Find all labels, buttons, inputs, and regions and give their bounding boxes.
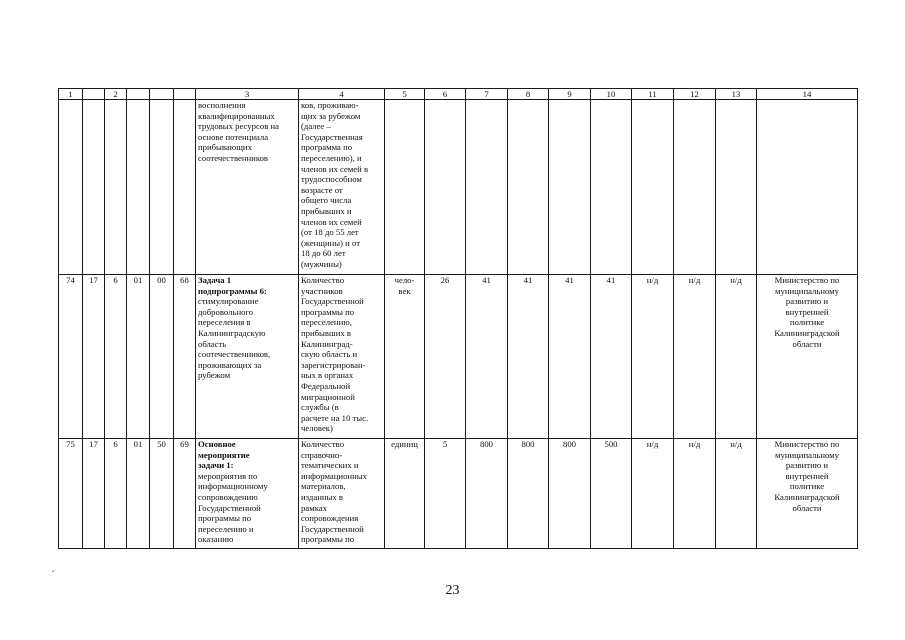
value-cell: 800 bbox=[508, 439, 549, 549]
name-line: добровольного bbox=[198, 306, 254, 317]
indicator-cell: Количество участников Государственной программы по переселению, прибывших в Калининград- скую область и зарегистрирован- ных в органах Федеральной миграционной службы (в расчете на 10 тыс. человек) bbox=[299, 275, 385, 439]
name-line: Основное bbox=[198, 439, 236, 449]
code-cell bbox=[127, 100, 150, 275]
executor-cell: Министерство по муниципальному развитию и внутренней политике Калининградской области bbox=[757, 439, 858, 549]
name-line: оказанию bbox=[198, 534, 234, 545]
name-line: сопровождению bbox=[198, 491, 258, 502]
header-cell bbox=[150, 89, 174, 100]
value-cell bbox=[466, 100, 508, 275]
executor-cell: Министерство по муниципальному развитию и внутренней политике Калининградской области bbox=[757, 275, 858, 439]
code-cell: 74 bbox=[59, 275, 83, 439]
value-cell: н/д bbox=[674, 275, 716, 439]
value-cell bbox=[591, 100, 632, 275]
value-cell bbox=[716, 100, 757, 275]
margin-mark: ⸗ˑ bbox=[52, 567, 57, 575]
value-cell bbox=[549, 100, 591, 275]
value-cell: 800 bbox=[549, 439, 591, 549]
header-cell: 9 bbox=[549, 89, 591, 100]
header-cell bbox=[127, 89, 150, 100]
code-cell: 50 bbox=[150, 439, 174, 549]
name-line: Калининградскую bbox=[198, 327, 266, 338]
name-line: восполнения bbox=[198, 100, 246, 110]
program-table bbox=[58, 88, 858, 549]
code-cell: 17 bbox=[83, 439, 105, 549]
header-cell: 10 bbox=[591, 89, 632, 100]
value-cell: 41 bbox=[508, 275, 549, 439]
code-cell: 01 bbox=[127, 275, 150, 439]
header-cell: 5 bbox=[385, 89, 425, 100]
indicator-cell: Количество справочно- тематических и информационных материалов, изданных в рамках сопровождения Государственной программы по bbox=[299, 439, 385, 549]
indicator-cell: ков, проживаю- щих за рубежом (далее – Государственная программа по переселению), и членов их семей в трудоспособном возрасте от общего числа прибывших и членов их семей (от 18 до 55 лет (женщины) и от 18 до 60 лет (мужчины) bbox=[299, 100, 385, 275]
name-line: Государственной bbox=[198, 502, 261, 513]
code-cell bbox=[174, 100, 196, 275]
value-cell: 41 bbox=[549, 275, 591, 439]
value-cell: 41 bbox=[466, 275, 508, 439]
table-row bbox=[59, 439, 858, 549]
code-cell bbox=[59, 100, 83, 275]
header-cell: 11 bbox=[632, 89, 674, 100]
code-cell bbox=[150, 100, 174, 275]
name-line: программы по bbox=[198, 513, 252, 524]
value-cell: 26 bbox=[425, 275, 466, 439]
name-line: мероприятие bbox=[198, 449, 250, 460]
name-line: рубежом bbox=[198, 370, 231, 381]
code-cell: 01 bbox=[127, 439, 150, 549]
name-line: Задача 1 bbox=[198, 275, 232, 285]
header-cell: 4 bbox=[299, 89, 385, 100]
name-line: стимулирование bbox=[198, 296, 259, 307]
header-row bbox=[59, 89, 858, 100]
value-cell: 41 bbox=[591, 275, 632, 439]
value-cell: н/д bbox=[716, 439, 757, 549]
code-cell: 69 bbox=[174, 439, 196, 549]
header-cell: 2 bbox=[105, 89, 127, 100]
value-cell bbox=[425, 100, 466, 275]
value-cell bbox=[632, 100, 674, 275]
header-cell: 1 bbox=[59, 89, 83, 100]
code-cell bbox=[83, 100, 105, 275]
name-line: область bbox=[198, 338, 227, 349]
header-cell: 13 bbox=[716, 89, 757, 100]
value-cell: н/д bbox=[632, 439, 674, 549]
name-line: переселению и bbox=[198, 523, 254, 534]
name-line: задачи 1: bbox=[198, 460, 234, 471]
code-cell: 6 bbox=[105, 439, 127, 549]
name-line: трудовых ресурсов на bbox=[198, 121, 279, 132]
name-line: подпрограммы 6: bbox=[198, 285, 267, 296]
value-cell: н/д bbox=[632, 275, 674, 439]
code-cell: 75 bbox=[59, 439, 83, 549]
unit-cell: чело- век bbox=[385, 275, 425, 439]
name-line: прибывающих bbox=[198, 142, 252, 153]
name-cell bbox=[196, 439, 299, 549]
table-row bbox=[59, 275, 858, 439]
table-row bbox=[59, 100, 858, 275]
page-number: 23 bbox=[445, 583, 460, 598]
value-cell bbox=[508, 100, 549, 275]
code-cell: 6 bbox=[105, 275, 127, 439]
value-cell: 800 bbox=[466, 439, 508, 549]
value-cell: 5 bbox=[425, 439, 466, 549]
header-cell: 8 bbox=[508, 89, 549, 100]
header-cell: 3 bbox=[196, 89, 299, 100]
code-cell: 68 bbox=[174, 275, 196, 439]
name-cell bbox=[196, 275, 299, 439]
unit-cell bbox=[385, 100, 425, 275]
value-cell: 500 bbox=[591, 439, 632, 549]
executor-cell bbox=[757, 100, 858, 275]
value-cell: н/д bbox=[716, 275, 757, 439]
name-line: соотечественников, bbox=[198, 349, 271, 360]
header-cell bbox=[83, 89, 105, 100]
code-cell bbox=[105, 100, 127, 275]
name-line: соотечественников bbox=[198, 152, 269, 163]
value-cell bbox=[674, 100, 716, 275]
code-cell: 17 bbox=[83, 275, 105, 439]
name-line: проживающих за bbox=[198, 359, 262, 370]
header-cell: 7 bbox=[466, 89, 508, 100]
name-line: информационному bbox=[198, 481, 268, 492]
header-cell: 14 bbox=[757, 89, 858, 100]
header-cell: 12 bbox=[674, 89, 716, 100]
unit-cell: единиц bbox=[385, 439, 425, 549]
code-cell: 00 bbox=[150, 275, 174, 439]
name-line: мероприятия по bbox=[198, 470, 258, 481]
value-cell: н/д bbox=[674, 439, 716, 549]
name-line: квалифицированных bbox=[198, 110, 275, 121]
header-cell bbox=[174, 89, 196, 100]
header-cell: 6 bbox=[425, 89, 466, 100]
name-line: переселения в bbox=[198, 317, 251, 328]
name-line: основе потенциала bbox=[198, 131, 269, 142]
name-cell bbox=[196, 100, 299, 275]
